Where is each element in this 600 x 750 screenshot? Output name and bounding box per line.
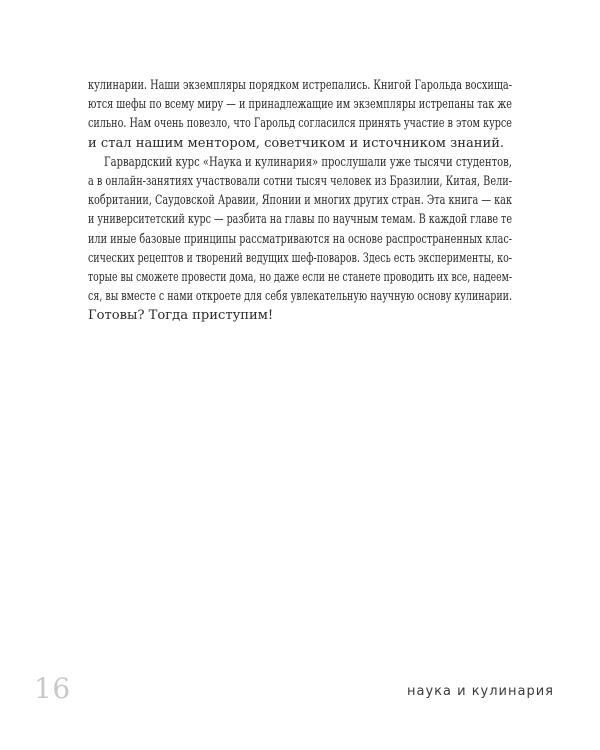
paragraph-2-line-5: или иные базовые принципы рассматриваются на основе распространенных клас- xyxy=(88,231,512,247)
paragraph-2-line-2: а в онлайн-занятиях участвовали сотни тысяч человек из Бразилии, Китая, Вели- xyxy=(88,173,512,189)
paragraph-2-line-7: торые вы сможете провести дома, но даже если не станете проводить их все, надеем- xyxy=(88,269,512,285)
page-number: 16 xyxy=(34,672,71,705)
paragraph-2-line-6: сических рецептов и творений ведущих шеф-поваров. Здесь есть эксперименты, ко- xyxy=(88,250,512,266)
paragraph-1-line-4: и стал нашим ментором, советчиком и источником знаний. xyxy=(88,135,505,151)
paragraph-2-line-3: кобритании, Саудовской Аравии, Японии и многих других стран. Эта книга — как xyxy=(88,193,512,209)
paragraph-1-line-2: ются шефы по всему миру — и принадлежащие им экземпляры истрепаны так же xyxy=(88,97,512,113)
paragraph-2-line-8: ся, вы вместе с нами откроете для себя увлекательную научную основу кулинарии. xyxy=(88,289,512,305)
paragraph-2-line-9: Готовы? Тогда приступим! xyxy=(88,308,274,324)
paragraph-1 xyxy=(88,76,512,153)
running-footer-title: наука и кулинария xyxy=(407,684,554,699)
paragraph-1-line-3: сильно. Нам очень повезло, что Гарольд согласился принять участие в этом курсе xyxy=(88,116,512,132)
paragraph-2 xyxy=(88,153,512,326)
paragraph-2-line-1: Гарвардский курс «Наука и кулинария» прослушали уже тысячи студентов, xyxy=(104,154,512,170)
paragraph-1-line-1: кулинарии. Наши экземпляры порядком истрепались. Книгой Гарольда восхища- xyxy=(88,78,512,93)
paragraph-2-line-4: и университетский курс — разбита на главы по научным темам. В каждой главе те xyxy=(88,212,512,228)
page-body xyxy=(88,76,512,325)
